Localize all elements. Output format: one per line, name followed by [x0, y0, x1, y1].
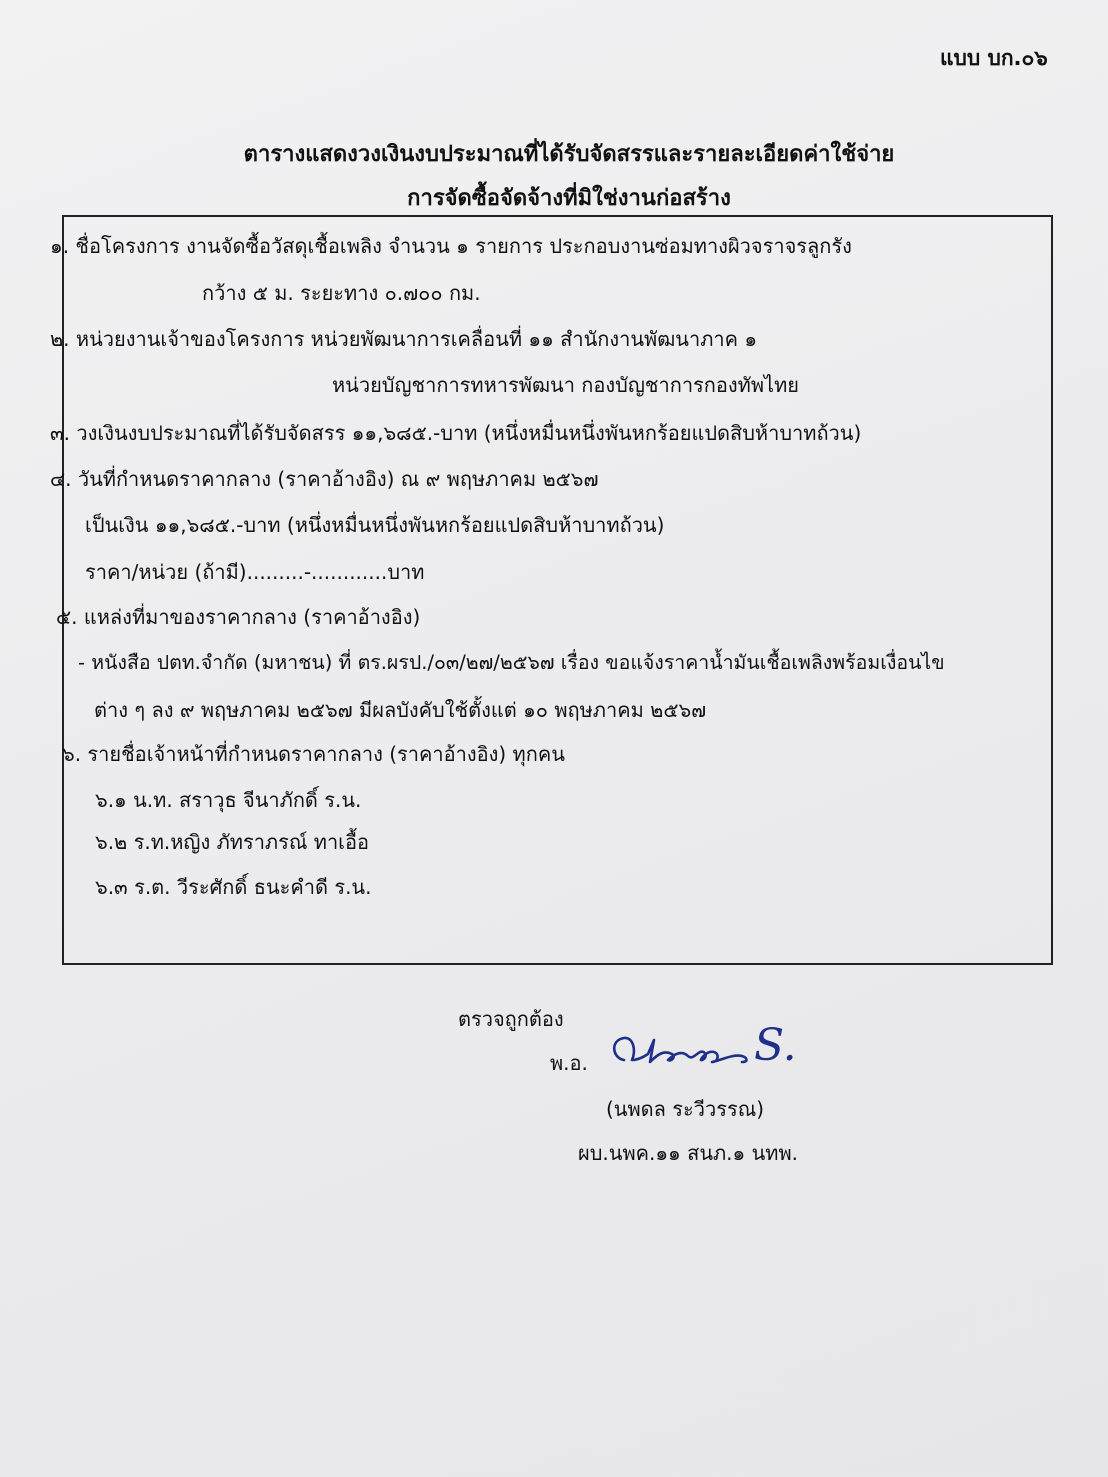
item-2-owner-command: หน่วยบัญชาการทหารพัฒนา กองบัญชาการกองทัพไทย	[332, 373, 800, 397]
item-4-unit-price: ราคา/หน่วย (ถ้ามี).........-............บาท	[85, 560, 425, 584]
item-2-owner-unit: ๒. หน่วยงานเจ้าของโครงการ หน่วยพัฒนาการเคลื่อนที่ ๑๑ สำนักงานพัฒนาภาค ๑	[50, 327, 758, 351]
item-5-source-heading: ๕. แหล่งที่มาของราคากลาง (ราคาอ้างอิง)	[56, 605, 421, 629]
document-title-line2: การจัดซื้อจัดจ้างที่มิใช่งานก่อสร้าง	[407, 186, 731, 211]
item-5-source-dates: ต่าง ๆ ลง ๙ พฤษภาคม ๒๕๖๗ มีผลบังคับใช้ตั้งแต่ ๑๐ พฤษภาคม ๒๕๖๗	[94, 698, 707, 722]
signer-position: ผบ.นพค.๑๑ สนภ.๑ นทพ.	[578, 1141, 798, 1165]
item-4-amount: เป็นเงิน ๑๑,๖๘๕.-บาท (หนึ่งหมื่นหนึ่งพันหกร้อยแปดสิบห้าบาทถ้วน)	[85, 513, 665, 537]
handwritten-signature	[602, 1010, 822, 1080]
item-1-project-name: ๑. ชื่อโครงการ งานจัดซื้อวัสดุเชื้อเพลิง จำนวน ๑ รายการ ประกอบงานซ่อมทางผิวจราจรลูกรัง	[50, 234, 852, 258]
signer-name: (นพดล ระวีวรรณ)	[606, 1097, 765, 1121]
signature-initial: S.	[754, 1020, 797, 1071]
item-6-official-3: ๖.๓ ร.ต. วีระศักดิ์ ธนะคำดี ร.น.	[95, 875, 372, 899]
item-1-project-detail: กว้าง ๕ ม. ระยะทาง ๐.๗๐๐ กม.	[202, 281, 481, 305]
item-6-official-1: ๖.๑ น.ท. สราวุธ จีนาภักดิ์ ร.น.	[95, 788, 362, 812]
item-5-source-letter: - หนังสือ ปตท.จำกัด (มหาชน) ที่ ตร.ผรป./๐๓/๒๗/๒๕๖๗ เรื่อง ขอแจ้งราคาน้ำมันเชื้อเพลิงพร้อมเงื่อนไข	[78, 651, 945, 674]
item-4-reference-date: ๔. วันที่กำหนดราคากลาง (ราคาอ้างอิง) ณ ๙ พฤษภาคม ๒๕๖๗	[50, 467, 599, 491]
item-6-official-2: ๖.๒ ร.ท.หญิง ภัทราภรณ์ ทาเอื้อ	[95, 830, 370, 854]
item-3-budget: ๓. วงเงินงบประมาณที่ได้รับจัดสรร ๑๑,๖๘๕.-บาท (หนึ่งหมื่นหนึ่งพันหกร้อยแปดสิบห้าบาทถ้วน)	[50, 421, 862, 445]
signer-rank: พ.อ.	[550, 1051, 588, 1075]
form-code: แบบ บก.๐๖	[940, 46, 1048, 70]
document-title-line1: ตารางแสดงวงเงินงบประมาณที่ได้รับจัดสรรและรายละเอียดค่าใช้จ่าย	[243, 142, 895, 167]
item-6-officials-heading: ๖. รายชื่อเจ้าหน้าที่กำหนดราคากลาง (ราคาอ้างอิง) ทุกคน	[62, 742, 565, 766]
certified-label: ตรวจถูกต้อง	[458, 1007, 564, 1031]
